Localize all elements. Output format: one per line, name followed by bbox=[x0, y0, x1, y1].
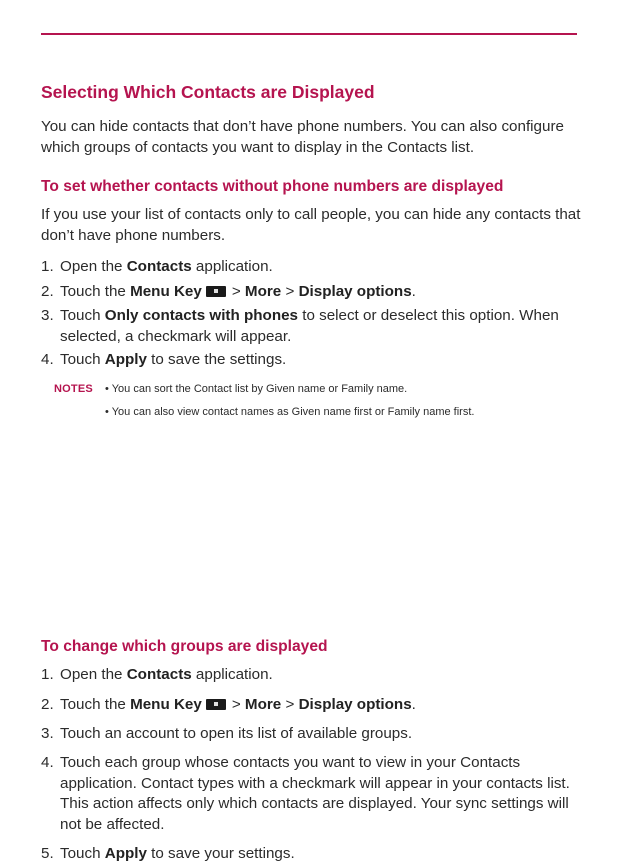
section-title: Selecting Which Contacts are Displayed bbox=[41, 82, 375, 102]
subsection-intro: If you use your list of contacts only to call people, you can hide any contacts that don’t have phone numbers. bbox=[41, 206, 581, 244]
notes-label: NOTES bbox=[54, 383, 93, 395]
subsection-title-groups: To change which groups are displayed bbox=[41, 638, 328, 655]
step-5: 5. Touch Apply to save your settings. bbox=[41, 845, 295, 862]
step-3: 3. Touch an account to open its list of available groups. bbox=[41, 725, 413, 742]
menu-key-icon bbox=[206, 699, 226, 710]
header-rule bbox=[41, 33, 577, 35]
step-1: 1. Open the Contacts application. bbox=[41, 258, 273, 275]
step-1: 1. Open the Contacts application. bbox=[41, 666, 273, 683]
section-intro: You can hide contacts that don’t have phone numbers. You can also configure which groups of contacts you want to display in the Contacts list. bbox=[41, 118, 564, 156]
step-4: 4. Touch each group whose contacts you want to view in your Contacts application. Contact types with a checkmark will appear in your contacts list. This action affects only which contacts are displayed. Your sync settings will not be affected. bbox=[41, 754, 570, 833]
note-item: • You can sort the Contact list by Given name or Family name. bbox=[105, 383, 408, 395]
step-2: 2. Touch the Menu Key > More > Display options. bbox=[41, 696, 416, 713]
step-3: 3. Touch Only contacts with phones to select or deselect this option. When selected, a checkmark will appear. bbox=[41, 307, 559, 345]
note-item: • You can also view contact names as Given name first or Family name first. bbox=[105, 406, 475, 418]
step-2: 2. Touch the Menu Key > More > Display options. bbox=[41, 283, 416, 300]
menu-key-icon bbox=[206, 286, 226, 297]
step-4: 4. Touch Apply to save the settings. bbox=[41, 351, 287, 368]
subsection-title-phone-numbers: To set whether contacts without phone numbers are displayed bbox=[41, 178, 504, 195]
